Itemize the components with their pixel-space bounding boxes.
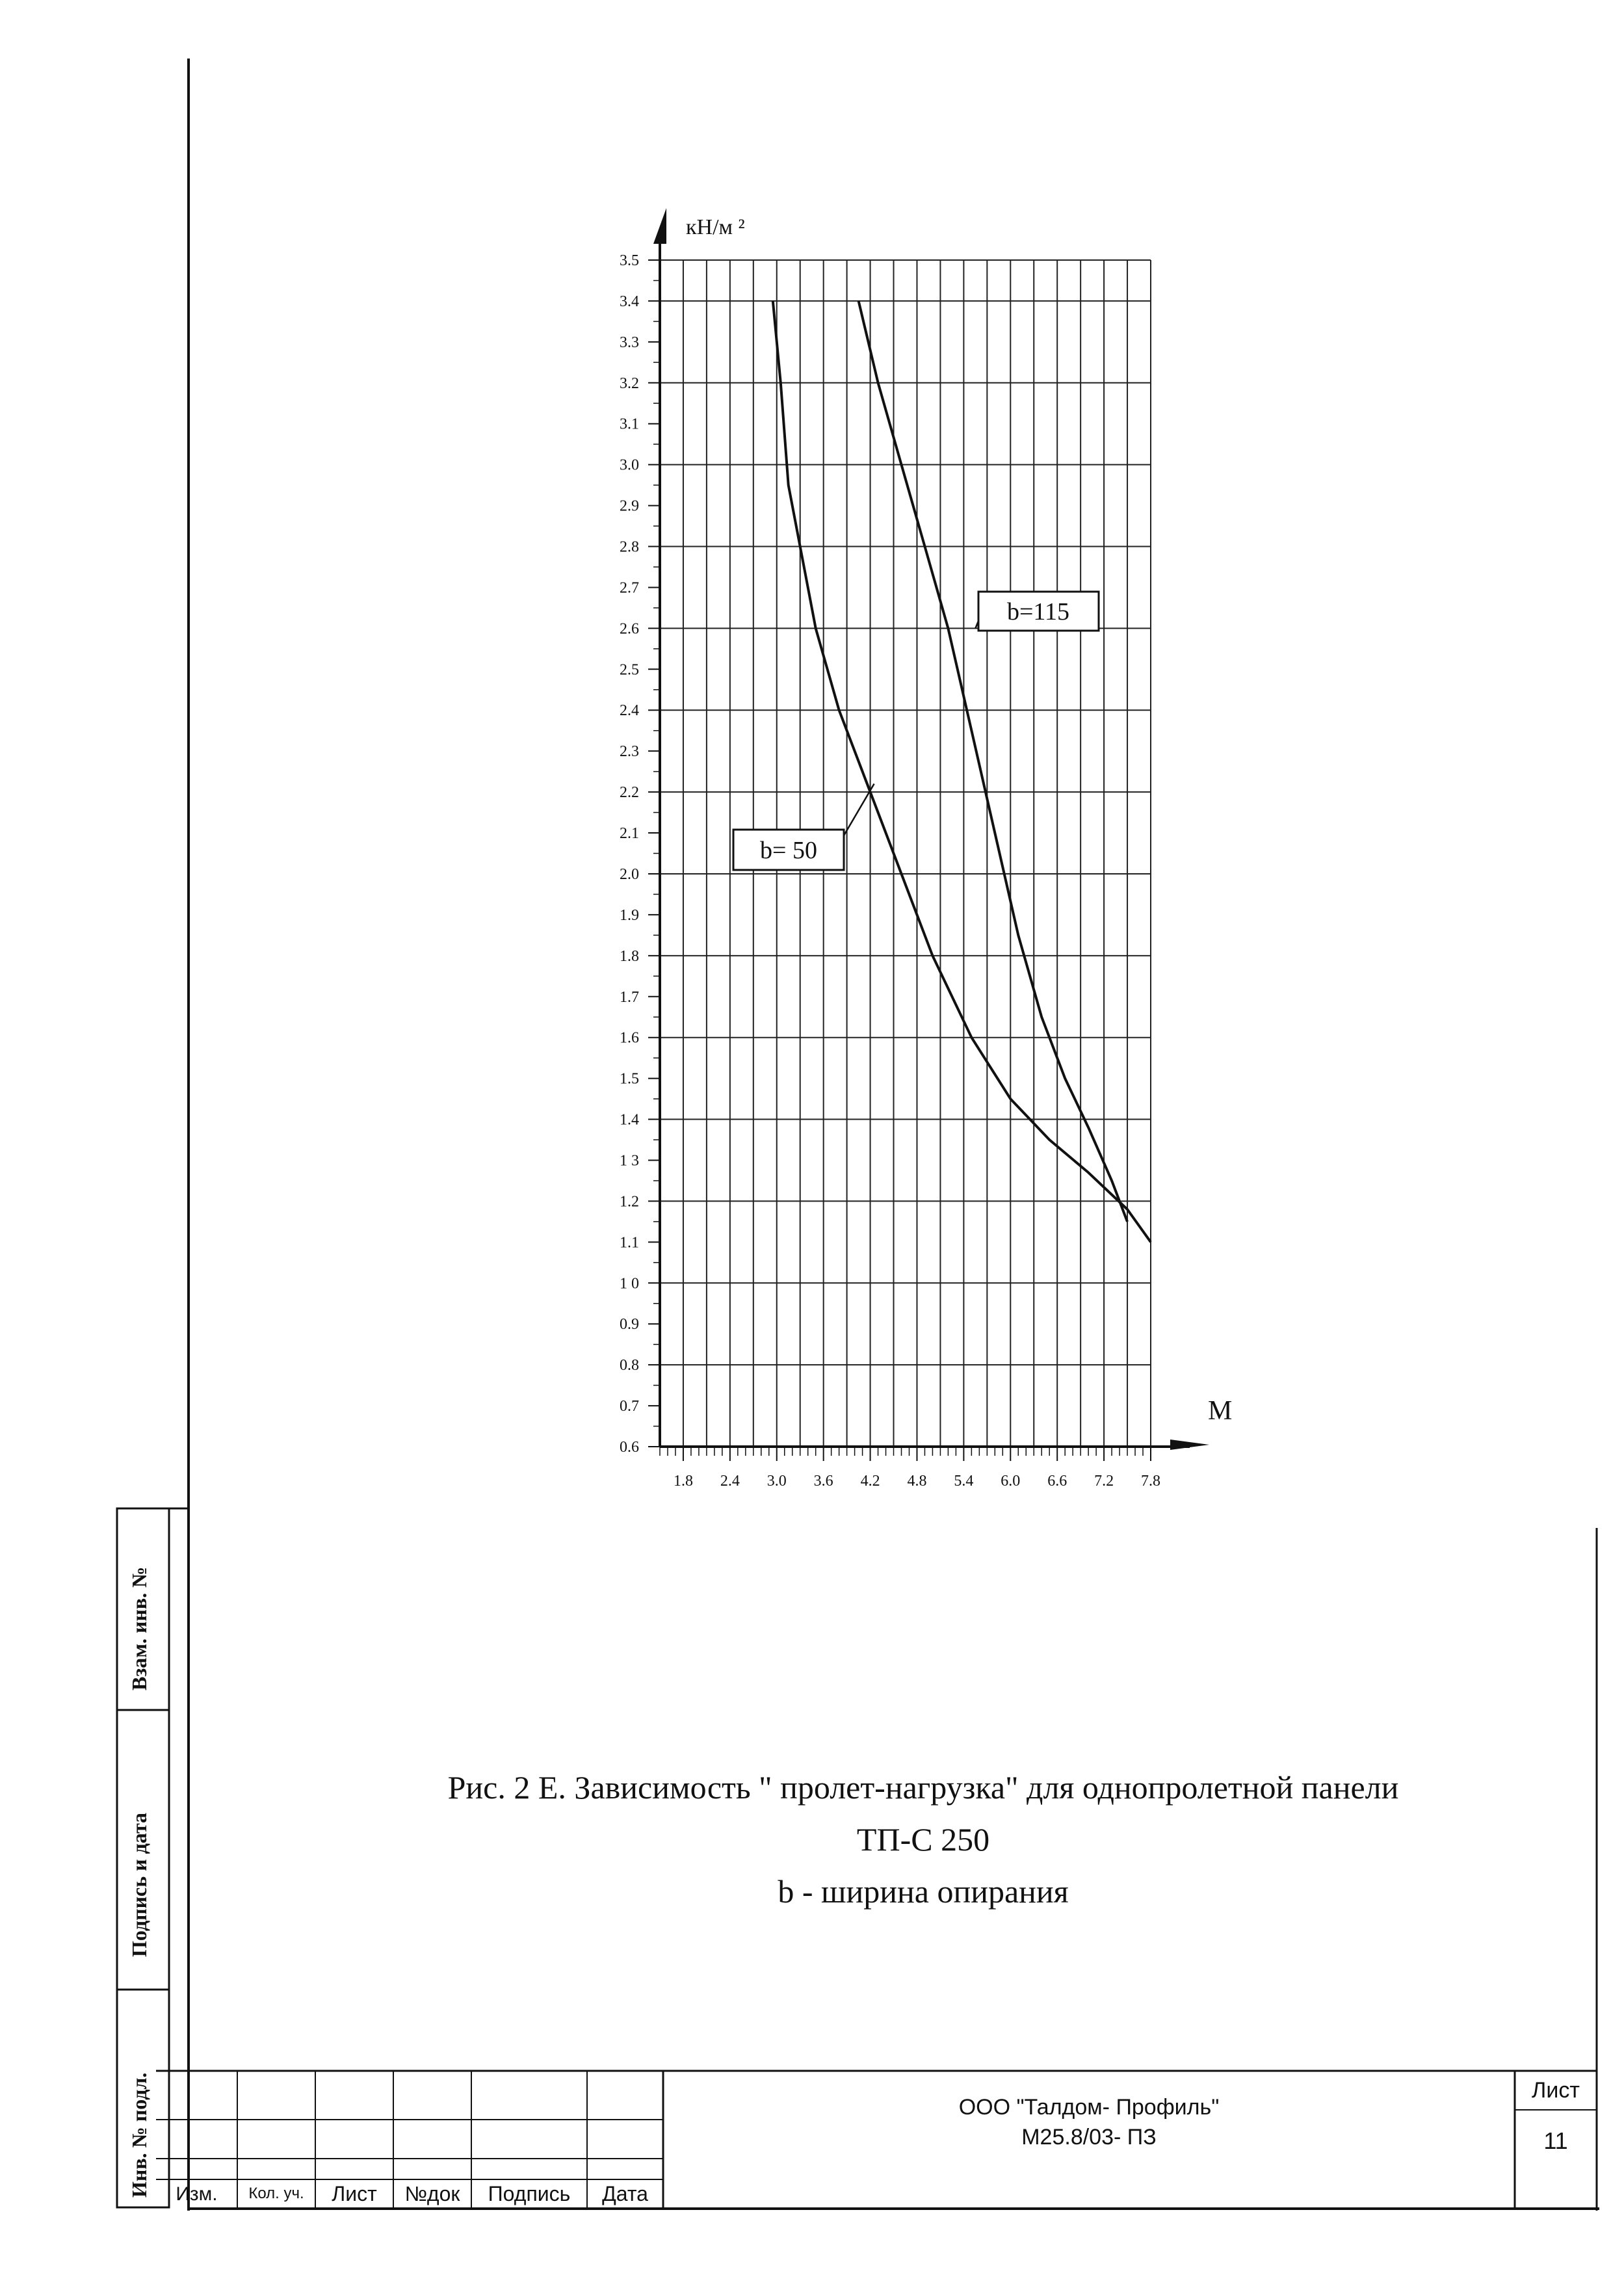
title-block-col-kol-uch: Кол. уч. bbox=[248, 2185, 304, 2202]
title-block-doc-code: М25.8/03- ПЗ bbox=[1021, 2125, 1157, 2150]
title-block-col-izm: Изм. bbox=[176, 2183, 218, 2205]
y-tick-label: 3.3 bbox=[620, 334, 639, 351]
title-block-sheet-label: Лист bbox=[1532, 2078, 1580, 2103]
x-axis-label: M bbox=[1208, 1396, 1233, 1426]
stamp-podpis-data: Подпись и дата bbox=[127, 1812, 151, 1957]
x-tick-label: 6.0 bbox=[1001, 1473, 1021, 1490]
x-tick-label: 5.4 bbox=[954, 1473, 974, 1490]
figure-caption-line3: b - ширина опирания bbox=[778, 1873, 1069, 1910]
y-tick-label: 1 0 bbox=[620, 1275, 639, 1293]
x-tick-label: 1.8 bbox=[673, 1473, 693, 1490]
y-tick-label: 0.7 bbox=[620, 1398, 639, 1415]
y-tick-label: 2.7 bbox=[620, 579, 639, 597]
y-tick-label: 2.4 bbox=[620, 702, 639, 720]
title-block-col-ndok: №док bbox=[404, 2182, 460, 2205]
x-tick-label: 3.0 bbox=[766, 1473, 787, 1490]
y-tick-label: 3.1 bbox=[620, 415, 639, 433]
x-tick-label: 4.8 bbox=[907, 1473, 927, 1490]
y-tick-label: 1.7 bbox=[620, 988, 639, 1006]
y-tick-label: 1.4 bbox=[620, 1111, 639, 1129]
annotation-label-b115: b=115 bbox=[1006, 598, 1070, 625]
title-block-col-list: Лист bbox=[332, 2182, 377, 2205]
y-tick-label: 1.1 bbox=[620, 1234, 639, 1252]
y-tick-label: 3.4 bbox=[620, 293, 639, 310]
y-tick-label: 2.2 bbox=[620, 784, 639, 802]
y-tick-label: 2.5 bbox=[620, 661, 639, 679]
y-tick-label: 2.3 bbox=[620, 743, 639, 761]
y-axis-label: кН/м ² bbox=[686, 215, 745, 239]
x-tick-label: 3.6 bbox=[813, 1473, 833, 1490]
title-block-col-podpis: Подпись bbox=[488, 2182, 571, 2205]
y-tick-label: 1.8 bbox=[620, 947, 639, 965]
y-tick-label: 1.6 bbox=[620, 1029, 639, 1047]
stamp-inv-podl: Инв. № подл. bbox=[127, 2072, 151, 2198]
title-block-col-data: Дата bbox=[602, 2182, 648, 2205]
y-tick-label: 2.0 bbox=[620, 865, 639, 883]
y-tick-label: 2.9 bbox=[620, 497, 639, 515]
x-tick-label: 7.2 bbox=[1094, 1473, 1114, 1490]
y-tick-label: 3.5 bbox=[620, 252, 639, 269]
y-tick-label: 1.2 bbox=[620, 1193, 639, 1211]
x-tick-label: 6.6 bbox=[1047, 1473, 1067, 1490]
y-tick-label: 0.6 bbox=[620, 1439, 639, 1456]
annotation-label-b50: b= 50 bbox=[760, 837, 817, 864]
x-tick-label: 4.2 bbox=[860, 1473, 880, 1490]
y-tick-label: 2.8 bbox=[620, 538, 639, 556]
title-block-company: ООО "Талдом- Профиль" bbox=[958, 2095, 1220, 2120]
title-block-sheet-number: 11 bbox=[1543, 2127, 1568, 2154]
y-tick-label: 0.9 bbox=[620, 1316, 639, 1334]
y-tick-label: 2.1 bbox=[620, 825, 639, 843]
y-tick-label: 3.2 bbox=[620, 375, 639, 392]
stamp-vzam-inv: Взам. инв. № bbox=[127, 1566, 151, 1690]
y-tick-label: 1 3 bbox=[620, 1152, 639, 1170]
y-tick-label: 1.9 bbox=[620, 906, 639, 924]
y-tick-label: 3.0 bbox=[620, 456, 639, 474]
x-tick-label: 2.4 bbox=[720, 1473, 740, 1490]
figure-caption-line1: Рис. 2 Е. Зависимость " пролет-нагрузка" для однопролетной панели bbox=[447, 1769, 1399, 1806]
y-tick-label: 2.6 bbox=[620, 620, 639, 638]
y-tick-label: 0.8 bbox=[620, 1357, 639, 1374]
y-tick-label: 1.5 bbox=[620, 1070, 639, 1088]
figure-caption-line2: ТП-С 250 bbox=[856, 1821, 990, 1858]
x-tick-label: 7.8 bbox=[1141, 1473, 1160, 1490]
